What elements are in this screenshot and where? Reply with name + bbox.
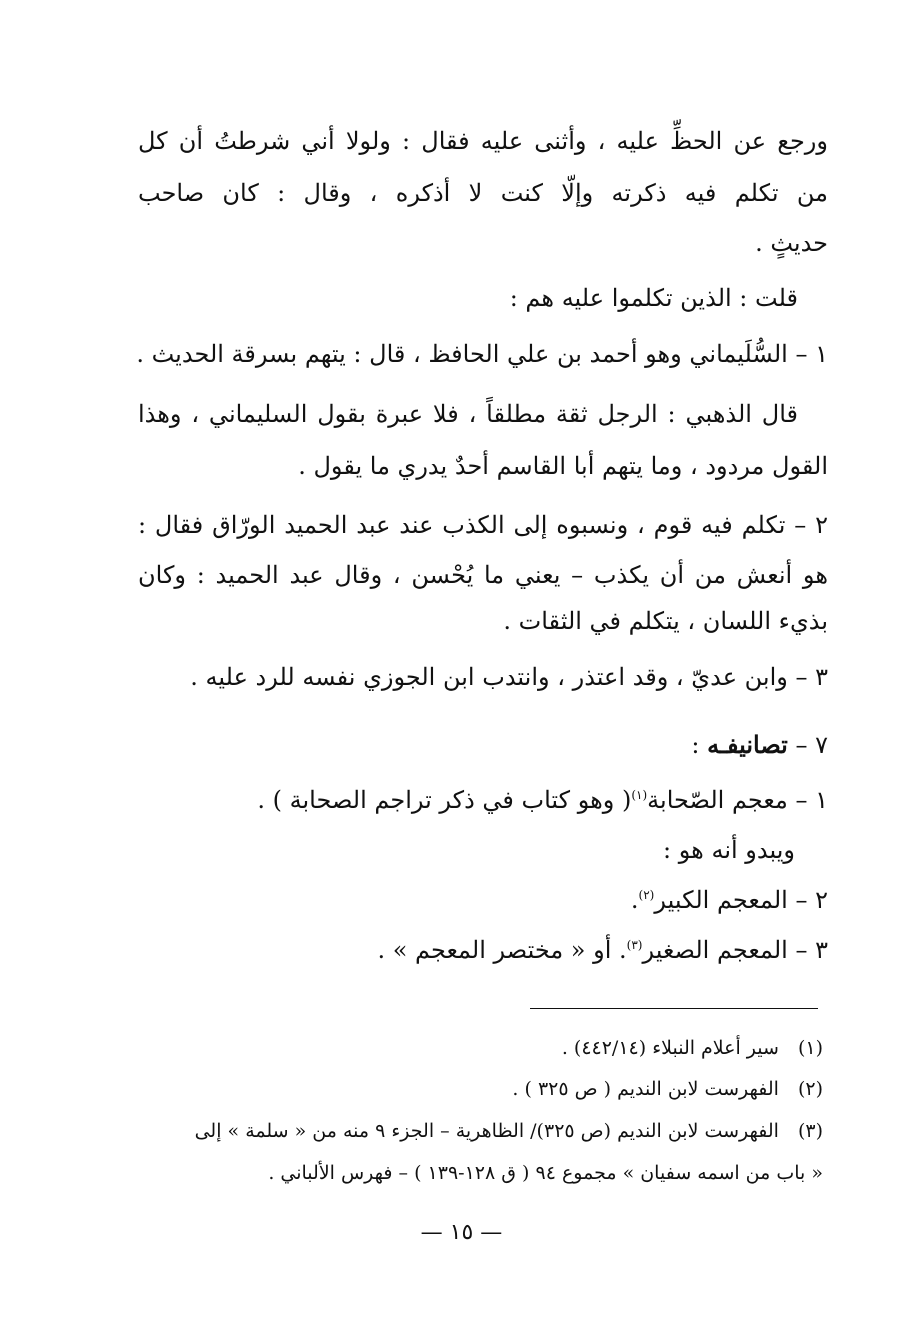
page-number: — ١٥ —: [420, 1220, 503, 1245]
section-heading: [138, 728, 828, 762]
works-item: ٢ – المعجم الكبير$^{(٢)}$.: [630, 886, 828, 914]
footnote-separator: [530, 1008, 818, 1009]
body-line: ويبدو أنه هو :: [663, 836, 795, 864]
footnote: [135, 1074, 823, 1104]
footnote: [135, 1116, 823, 1146]
body-line: قال الذهبي : الرجل ثقة مطلقاً ، فلا عبرة بقول السليماني ، وهذا: [138, 400, 798, 428]
list-item: هو أنعش من أن يكذب – يعني ما يُحْسن ، وقال عبد الحميد : وكان: [138, 561, 828, 589]
body-line: ورجع عن الحظِّ عليه ، وأثنى عليه فقال : ولولا أني شرطتُ أن كل: [138, 127, 828, 155]
body-line: حديثٍ .: [755, 229, 828, 257]
body-line: القول مردود ، وما يتهم أبا القاسم أحدٌ يدري ما يقول .: [298, 452, 828, 480]
body-line: من تكلم فيه ذكرته وإلّا كنت لا أذكره ، وقال : كان صاحب: [138, 179, 828, 207]
footnote-ref: (٣): [626, 938, 643, 952]
footnote-text: سير أعلام النبلاء (٤٤٢/١٤) .: [561, 1037, 779, 1059]
list-item: ٣ – وابن عديّ ، وقد اعتذر ، وانتدب ابن الجوزي نفسه للرد عليه .: [190, 663, 828, 691]
footnote-ref: (١): [631, 788, 648, 802]
list-item: بذيء اللسان ، يتكلم في الثقات .: [503, 607, 828, 635]
list-item: ٢ – تكلم فيه قوم ، ونسبوه إلى الكذب عند عبد الحميد الورّاق فقال :: [138, 511, 828, 539]
footnote-number: (٢): [797, 1078, 823, 1100]
footnote-number: (٣): [797, 1120, 823, 1142]
footnote-continuation: « باب من اسمه سفيان » مجموع ٩٤ ( ق ١٢٨-١٣٩ ) – فهرس الألباني .: [268, 1162, 823, 1184]
works-item: ١ – معجم الصّحابة$^{(١)}$( وهو كتاب في ذكر تراجم الصحابة ) .: [257, 786, 828, 814]
works-item: ٣ – المعجم الصغير$^{(٣)}$. أو « مختصر المعجم » .: [377, 936, 828, 964]
body-line: قلت : الذين تكلموا عليه هم :: [509, 284, 798, 312]
footnote-number: (١): [797, 1037, 823, 1059]
list-item: ١ – السُّلَيماني وهو أحمد بن علي الحافظ ، قال : يتهم بسرقة الحديث .: [136, 340, 828, 368]
footnote-text: الفهرست لابن النديم ( ص ٣٢٥ ) .: [512, 1078, 779, 1100]
footnote: [135, 1033, 823, 1063]
section-number: ٧ –: [795, 731, 828, 759]
footnote-ref: (٢): [638, 888, 655, 902]
section-title: تصانيفـه: [707, 730, 788, 759]
footnote-text: الفهرست لابن النديم (ص ٣٢٥)/ الظاهرية – الجزء ٩ منه من « سلمة » إلى: [194, 1120, 779, 1142]
section-colon: :: [691, 731, 700, 759]
